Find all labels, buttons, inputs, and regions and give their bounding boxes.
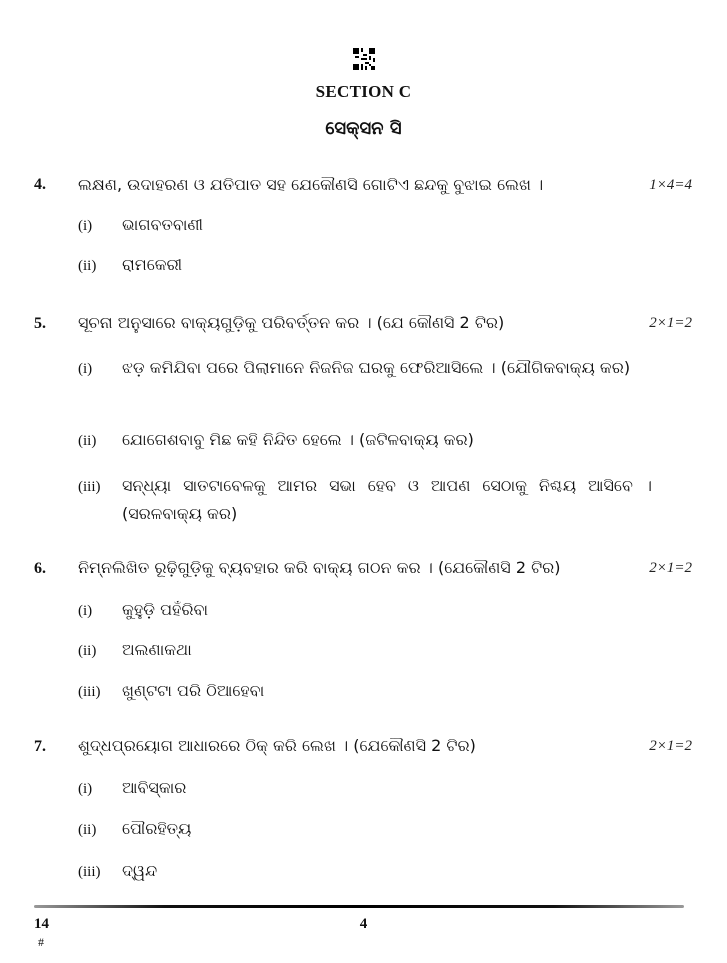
qr-code-icon — [353, 48, 375, 70]
part-label: (iii) — [78, 864, 101, 880]
part-text: ଆବିସ୍କାର — [122, 778, 187, 797]
question-number: 7. — [34, 738, 46, 755]
question-number: 6. — [34, 560, 46, 577]
part-text: ସନ୍ଧ୍ୟା ସାତଟାବେଳକୁ ଆମର ସଭା ହେବ ଓ ଆପଣ ସେଠାକୁ ନିଶ୍ଚୟ ଆସିବେ । (ସରଳବାକ୍ୟ କର) — [122, 476, 652, 523]
section-subtitle: ସେକ୍ସନ ସି — [325, 118, 402, 139]
part-label: (ii) — [78, 822, 97, 838]
part-text: ଯୋଗେଶବାବୁ ମିଛ କହି ନିନ୍ଦିତ ହେଲେ । (ଜଟିଳବାକ୍ୟ କର) — [122, 430, 474, 449]
question-marks: 2×1=2 — [649, 560, 692, 576]
part-label: (ii) — [78, 258, 97, 274]
part-label: (iii) — [78, 684, 101, 700]
part-label: (ii) — [78, 433, 97, 449]
part-text: କୁହୁଡ଼ି ପହଁରିବା — [122, 600, 209, 619]
part-label: (iii) — [78, 479, 101, 495]
part-text: ଖୁଣ୍ଟଟା ପରି ଠିଆହେବା — [122, 681, 265, 700]
section-title: SECTION C — [315, 82, 412, 101]
part-text: ଝଡ଼ କମିଯିବା ପରେ ପିଲାମାନେ ନିଜନିଜ ଘରକୁ ଫେରିଆସିଲେ । (ଯୌଗିକବାକ୍ୟ କର) — [122, 358, 631, 377]
footer-hash: # — [38, 935, 44, 949]
part-text: ଭାଗବତବାଣୀ — [122, 215, 203, 234]
question-text: ସୂଚନା ଅନୁସାରେ ବାକ୍ୟଗୁଡ଼ିକୁ ପରିବର୍ତ୍ତନ କର । (ଯେ କୌଣସି 2 ଟିର) — [78, 313, 505, 332]
part-label: (i) — [78, 361, 93, 377]
question-marks: 1×4=4 — [649, 177, 692, 193]
part-label: (ii) — [78, 643, 97, 659]
part-text: ରାମକେରୀ — [122, 255, 183, 274]
question-marks: 2×1=2 — [649, 315, 692, 331]
question-number: 4. — [34, 176, 46, 193]
question-number: 5. — [34, 315, 46, 332]
part-label: (i) — [78, 218, 93, 234]
question-text: ନିମ୍ନଲିଖିତ ରୂଢ଼ିଗୁଡ଼ିକୁ ବ୍ୟବହାର କରି ବାକ୍ୟ ଗଠନ କର । (ଯେକୌଣସି 2 ଟିର) — [78, 558, 561, 577]
question-marks: 2×1=2 — [649, 738, 692, 754]
question-text: ଲକ୍ଷଣ, ଉଦାହରଣ ଓ ଯତିପାତ ସହ ଯେକୌଣସି ଗୋଟିଏ ଛନ୍ଦକୁ ବୁଝାଇ ଲେଖ । — [78, 175, 544, 194]
part-text: ପୌରହିତ୍ୟ — [122, 819, 192, 838]
part-label: (i) — [78, 781, 93, 797]
page-number: 4 — [359, 916, 368, 932]
paper-code: 14 — [34, 916, 49, 932]
footer-rule — [34, 905, 684, 908]
question-text: ଶୁଦ୍ଧପ୍ରୟୋଗ ଆଧାରରେ ଠିକ୍ କରି ଲେଖ । (ଯେକୌଣସି 2 ଟିର) — [78, 736, 476, 755]
part-label: (i) — [78, 603, 93, 619]
part-text: ଅଲଣାକଥା — [122, 640, 192, 659]
part-text: ଦ୍ୱନ୍ଦ — [122, 861, 158, 880]
